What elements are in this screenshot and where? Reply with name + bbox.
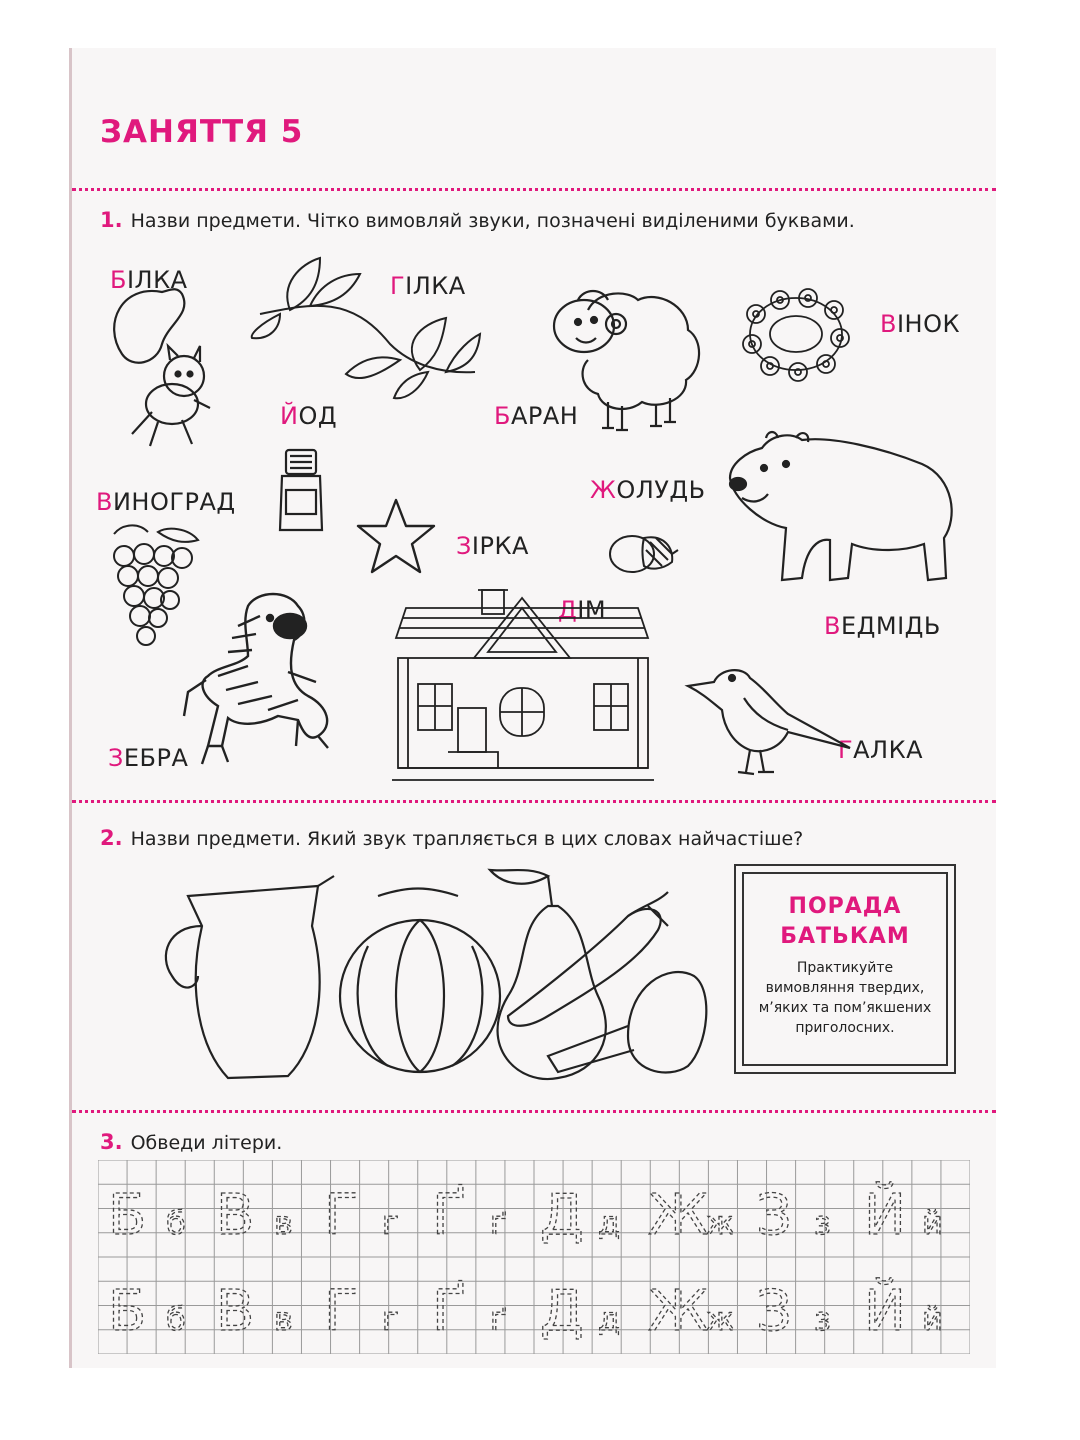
tracing-grid [98, 1160, 970, 1354]
task-1-instruction [100, 208, 855, 232]
tip-title-line-2: БАТЬКАМ [780, 924, 910, 949]
tracing-letter: й [922, 1204, 943, 1242]
sheep-icon [538, 270, 708, 440]
iodine-bottle-icon [274, 446, 334, 536]
pitcher-icon [166, 876, 334, 1078]
pear-icon [490, 870, 606, 1079]
word-rest: ИНОГРАД [112, 488, 236, 516]
word-vynohrad [96, 488, 236, 516]
squirrel-icon [102, 284, 212, 454]
word-zebra [108, 744, 188, 772]
word-rest: АРАН [510, 402, 579, 430]
tracing-letter: Д [540, 1279, 584, 1344]
word-zholud [590, 476, 706, 504]
tip-text: Практикуйте вимовляння твердих, м’яких та пом’якшених приголосних. [758, 960, 932, 1036]
word-rest: ЕБРА [123, 744, 189, 772]
tracing-letter: Д [540, 1183, 584, 1248]
tracing-letter: д [598, 1204, 621, 1242]
mushroom-icon [548, 972, 706, 1072]
tracing-letter: з [814, 1300, 832, 1338]
word-rest: ІЛКА [126, 266, 188, 294]
tracing-letter: б [166, 1300, 186, 1338]
bear-icon [722, 428, 962, 598]
task-number: 1. [100, 208, 123, 232]
highlight-letter: З [456, 532, 472, 560]
task-text: Назви предмети. Який звук трапляється в цих словах найчастіше? [130, 828, 804, 850]
task-text: Назви предмети. Чітко вимовляй звуки, позначені виділеними буквами. [130, 210, 855, 232]
jackdaw-icon [684, 658, 854, 778]
tracing-letter: з [814, 1204, 832, 1242]
tracing-letter: Г [324, 1279, 359, 1344]
tracing-letter: д [598, 1300, 621, 1338]
acorn-icon [606, 526, 678, 578]
tracing-letter: З [756, 1183, 792, 1248]
tracing-letter: й [922, 1300, 943, 1338]
task-3-instruction [100, 1130, 282, 1154]
tracing-letter: В [216, 1183, 255, 1248]
dotted-separator [72, 188, 996, 191]
word-rest: ОД [298, 402, 338, 430]
word-vinok [880, 310, 960, 338]
tracing-letter: г [382, 1204, 399, 1242]
word-zirka [456, 532, 529, 560]
word-rest: АЛКА [853, 736, 924, 764]
word-rest: ІЛКА [405, 272, 466, 300]
task-number: 3. [100, 1130, 123, 1154]
branch-icon [250, 254, 480, 404]
overlapping-objects-illustration [128, 866, 708, 1092]
highlight-letter: В [96, 488, 113, 516]
highlight-letter: Г [838, 736, 854, 764]
tracing-letter: Г [324, 1183, 359, 1248]
tracing-letter: З [756, 1279, 792, 1344]
tracing-letter: ґ [490, 1204, 507, 1242]
task-text: Обведи літери. [130, 1132, 283, 1154]
highlight-letter: В [880, 310, 897, 338]
tracing-letter: ж [706, 1300, 735, 1338]
pumpkin-icon [340, 889, 500, 1073]
tracing-letter: ж [706, 1204, 735, 1242]
word-yod [280, 402, 337, 430]
highlight-letter: В [824, 612, 841, 640]
word-vedmid [824, 612, 941, 640]
tracing-letter: б [166, 1204, 186, 1242]
word-rest: ОЛУДЬ [616, 476, 706, 504]
lesson-title: ЗАНЯТТЯ 5 [100, 114, 304, 150]
tracing-letter: ґ [490, 1300, 507, 1338]
word-rest: ІМ [577, 596, 607, 624]
tip-title-line-1: ПОРАДА [788, 894, 902, 919]
highlight-letter: Ж [590, 476, 617, 504]
tracing-letter: Ґ [432, 1279, 467, 1344]
dotted-separator [72, 800, 996, 803]
highlight-letter: Б [494, 402, 511, 430]
tracing-letter: в [274, 1300, 293, 1338]
tracing-letter: Ґ [432, 1183, 467, 1248]
highlight-letter: Б [110, 266, 127, 294]
highlight-letter: Й [280, 402, 299, 430]
wreath-icon [736, 284, 856, 384]
tracing-letter: Б [108, 1279, 147, 1344]
workbook-page [72, 48, 996, 1368]
word-rest: ЕДМІДЬ [840, 612, 941, 640]
tip-inner-frame [742, 872, 948, 1066]
highlight-letter: Г [390, 272, 406, 300]
star-icon [354, 496, 438, 576]
word-rest: ІНОК [896, 310, 961, 338]
task-2-instruction [100, 826, 803, 850]
tracing-letter: Й [864, 1183, 906, 1248]
tracing-letter: Ж [648, 1279, 709, 1344]
house-icon [388, 588, 658, 788]
dotted-separator [72, 1110, 996, 1113]
tracing-letter: г [382, 1300, 399, 1338]
parents-tip-box [734, 864, 956, 1074]
tracing-letter: в [274, 1204, 293, 1242]
zebra-icon [178, 586, 348, 782]
highlight-letter: Д [558, 596, 578, 624]
highlight-letter: З [108, 744, 124, 772]
tracing-letter: Б [108, 1183, 147, 1248]
word-rest: ІРКА [471, 532, 529, 560]
tracing-letter: Ж [648, 1183, 709, 1248]
tracing-letter: В [216, 1279, 255, 1344]
tip-title [744, 892, 946, 952]
task-number: 2. [100, 826, 123, 850]
tracing-letter: Й [864, 1279, 906, 1344]
